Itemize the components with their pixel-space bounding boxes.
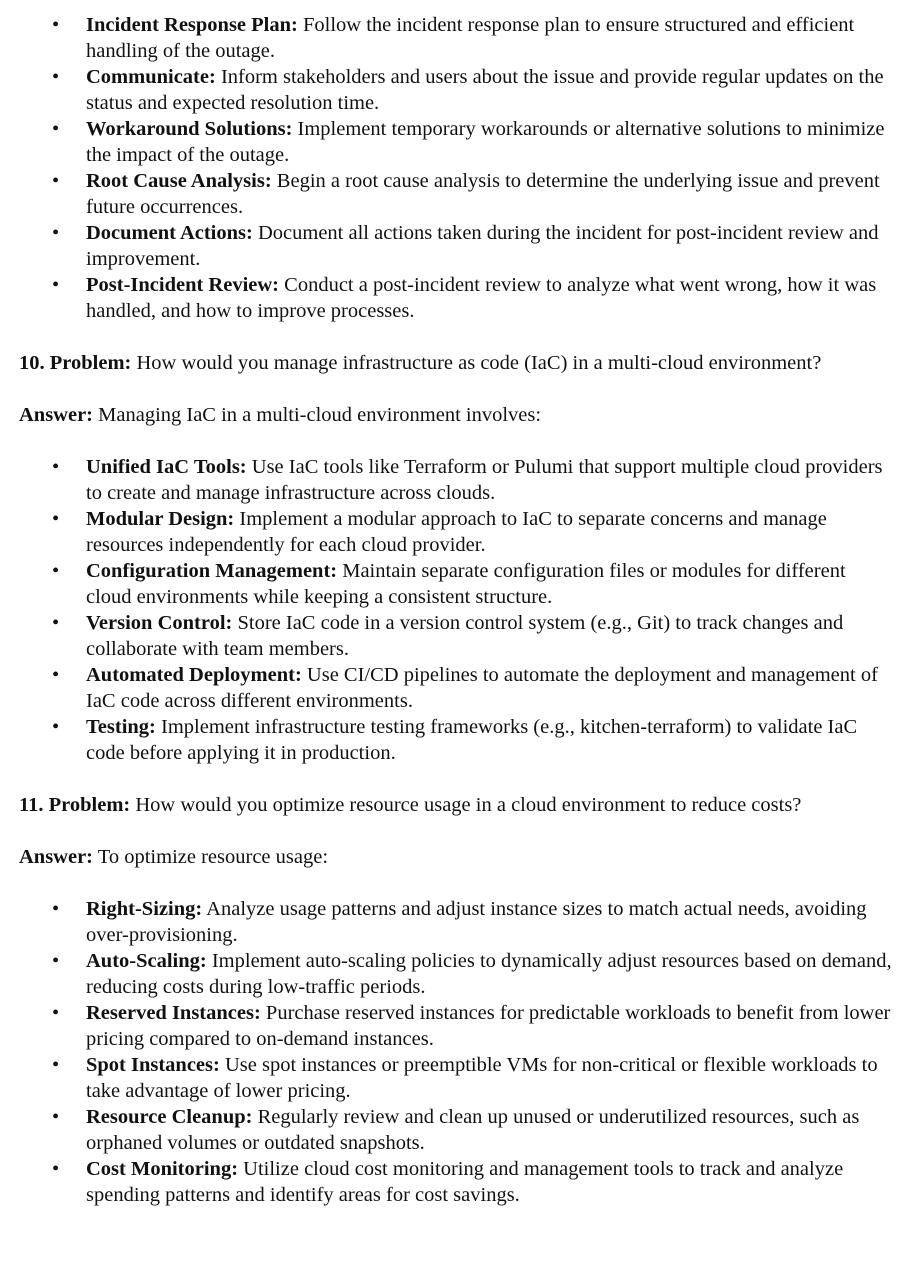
item-term: Testing:	[86, 716, 156, 738]
item-term: Resource Cleanup:	[86, 1106, 253, 1128]
list-item	[19, 64, 894, 116]
item-text: Store IaC code in a version control system (e.g., Git) to track changes and collaborate with team members.	[86, 612, 844, 660]
item-text: Purchase reserved instances for predictable workloads to benefit from lower pricing compared to on-demand instances.	[86, 1002, 891, 1050]
item-text: Implement a modular approach to IaC to separate concerns and manage resources independently for each cloud provider.	[86, 508, 827, 556]
item-text: Use IaC tools like Terraform or Pulumi that support multiple cloud providers to create and manage infrastructure across clouds.	[86, 456, 883, 504]
item-text: Implement temporary workarounds or alternative solutions to minimize the impact of the outage.	[86, 118, 885, 166]
item-text: Conduct a post-incident review to analyze what went wrong, how it was handled, and how to improve processes.	[86, 274, 877, 322]
item-term: Communicate:	[86, 66, 216, 88]
item-term: Reserved Instances:	[86, 1002, 261, 1024]
list-item	[19, 12, 894, 64]
item-term: Automated Deployment:	[86, 664, 302, 686]
answer-label: Answer:	[19, 846, 94, 868]
item-term: Workaround Solutions:	[86, 118, 293, 140]
problem-11-paragraph	[19, 792, 894, 818]
item-term: Configuration Management:	[86, 560, 338, 582]
list-item	[19, 714, 894, 766]
item-text: Maintain separate configuration files or modules for different cloud environments while keeping a consistent structure.	[86, 560, 846, 608]
item-text: Use spot instances or preemptible VMs for non-critical or flexible workloads to take advantage of lower pricing.	[86, 1054, 878, 1102]
item-text: Implement auto-scaling policies to dynamically adjust resources based on demand, reducing costs during low-traffic periods.	[86, 950, 892, 998]
list-item	[19, 168, 894, 220]
item-term: Auto-Scaling:	[86, 950, 207, 972]
list-item	[19, 220, 894, 272]
item-term: Unified IaC Tools:	[86, 456, 247, 478]
item-term: Incident Response Plan:	[86, 14, 298, 36]
answer-text: Managing IaC in a multi-cloud environment involves:	[93, 404, 542, 426]
item-text: Follow the incident response plan to ensure structured and efficient handling of the outage.	[86, 14, 855, 62]
item-term: Version Control:	[86, 612, 233, 634]
item-text: Implement infrastructure testing frameworks (e.g., kitchen-terraform) to validate IaC code before applying it in production.	[86, 716, 858, 764]
list-item	[19, 896, 894, 948]
item-text: Begin a root cause analysis to determine the underlying issue and prevent future occurrences.	[86, 170, 880, 218]
item-term: Spot Instances:	[86, 1054, 220, 1076]
answer-text: To optimize resource usage:	[93, 846, 329, 868]
answer-11-paragraph	[19, 844, 894, 870]
item-term: Post-Incident Review:	[86, 274, 280, 296]
list-item	[19, 116, 894, 168]
list-item	[19, 662, 894, 714]
item-text: Inform stakeholders and users about the issue and provide regular updates on the status and expected resolution time.	[86, 66, 884, 114]
problem-label: 10. Problem:	[19, 352, 132, 374]
problem-10-paragraph	[19, 350, 894, 376]
list-item	[19, 1104, 894, 1156]
list-item	[19, 1052, 894, 1104]
item-term: Cost Monitoring:	[86, 1158, 239, 1180]
list-item	[19, 610, 894, 662]
item-text: Utilize cloud cost monitoring and management tools to track and analyze spending patterns and identify areas for cost savings.	[86, 1158, 844, 1206]
list-item	[19, 506, 894, 558]
item-term: Modular Design:	[86, 508, 235, 530]
problem-label: 11. Problem:	[19, 794, 131, 816]
answer-label: Answer:	[19, 404, 94, 426]
item-term: Document Actions:	[86, 222, 253, 244]
list-item	[19, 948, 894, 1000]
iac-practices-list	[19, 454, 894, 766]
item-text: Analyze usage patterns and adjust instance sizes to match actual needs, avoiding over-provisioning.	[86, 898, 867, 946]
cost-optimization-list	[19, 896, 894, 1208]
problem-text: How would you manage infrastructure as code (IaC) in a multi-cloud environment?	[131, 352, 822, 374]
problem-text: How would you optimize resource usage in a cloud environment to reduce costs?	[130, 794, 802, 816]
answer-10-paragraph	[19, 402, 894, 428]
list-item	[19, 558, 894, 610]
item-term: Right-Sizing:	[86, 898, 203, 920]
list-item	[19, 272, 894, 324]
incident-steps-list	[19, 12, 894, 324]
item-text: Use CI/CD pipelines to automate the deployment and management of IaC code across different environments.	[86, 664, 878, 712]
list-item	[19, 1000, 894, 1052]
item-text: Regularly review and clean up unused or underutilized resources, such as orphaned volumes or outdated snapshots.	[86, 1106, 860, 1154]
list-item	[19, 454, 894, 506]
list-item	[19, 1156, 894, 1208]
item-term: Root Cause Analysis:	[86, 170, 272, 192]
item-text: Document all actions taken during the incident for post-incident review and improvement.	[86, 222, 879, 270]
